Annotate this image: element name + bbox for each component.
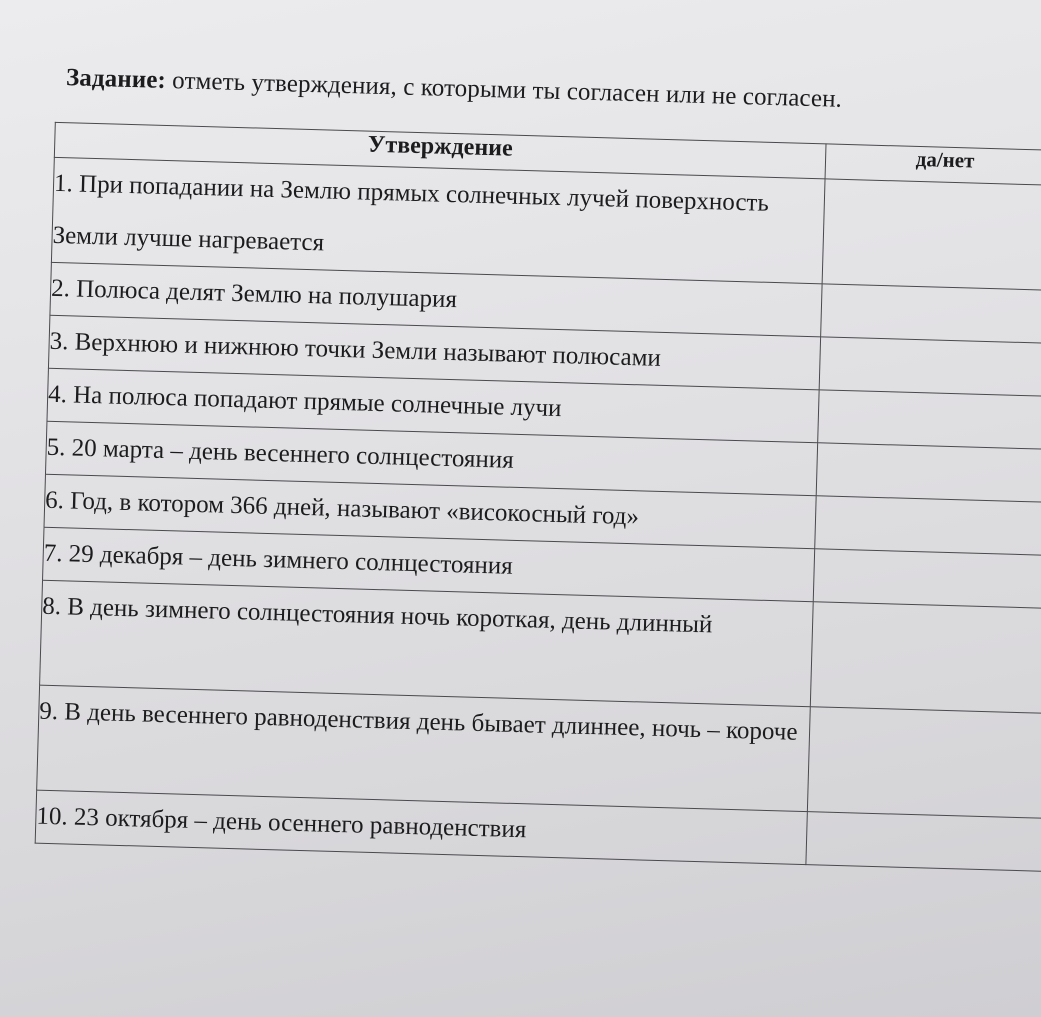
statements-table [35, 122, 1041, 872]
task-text: отметь утверждения, с которыми ты согласен или не согласен. [171, 67, 843, 113]
statement-cell: 3. Верхнюю и нижнюю точки Земли называют полюсами [48, 315, 820, 390]
answer-cell[interactable] [806, 812, 1041, 872]
statement-cell: 9. В день весеннего равноденствия день бывает длиннее, ночь – короче [37, 685, 811, 811]
answer-cell[interactable] [816, 443, 1041, 503]
statement-cell: 1. При попадании на Землю прямых солнечных лучей поверхность Земли лучше нагревается [51, 157, 825, 283]
statement-cell: 2. Полюса делят Землю на полушария [50, 262, 822, 337]
statement-cell: 8. В день зимнего солнцестояния ночь короткая, день длинный [40, 580, 814, 706]
statement-cell: 10. 23 октября – день осеннего равноденствия [35, 790, 807, 865]
answer-cell[interactable] [822, 179, 1041, 291]
task-instruction [66, 64, 843, 114]
statement-cell: 7. 29 декабря – день зимнего солнцестояния [43, 527, 815, 602]
statement-cell: 4. На полюса попадают прямые солнечные лучи [47, 368, 819, 443]
answer-cell[interactable] [819, 337, 1041, 397]
answer-cell[interactable] [810, 602, 1041, 714]
statement-cell: 6. Год, в котором 366 дней, называют «високосный год» [44, 474, 816, 549]
task-label: Задание: [65, 64, 167, 94]
answer-cell[interactable] [818, 390, 1041, 450]
header-answer: да/нет [825, 144, 1041, 186]
answer-cell[interactable] [821, 284, 1041, 344]
header-statement: Утверждение [54, 122, 826, 179]
answer-cell[interactable] [813, 549, 1041, 609]
answer-cell[interactable] [815, 496, 1041, 556]
statement-cell: 5. 20 марта – день весеннего солнцестояния [45, 421, 817, 496]
answer-cell[interactable] [807, 707, 1041, 819]
worksheet-sheet [2, 0, 1041, 844]
